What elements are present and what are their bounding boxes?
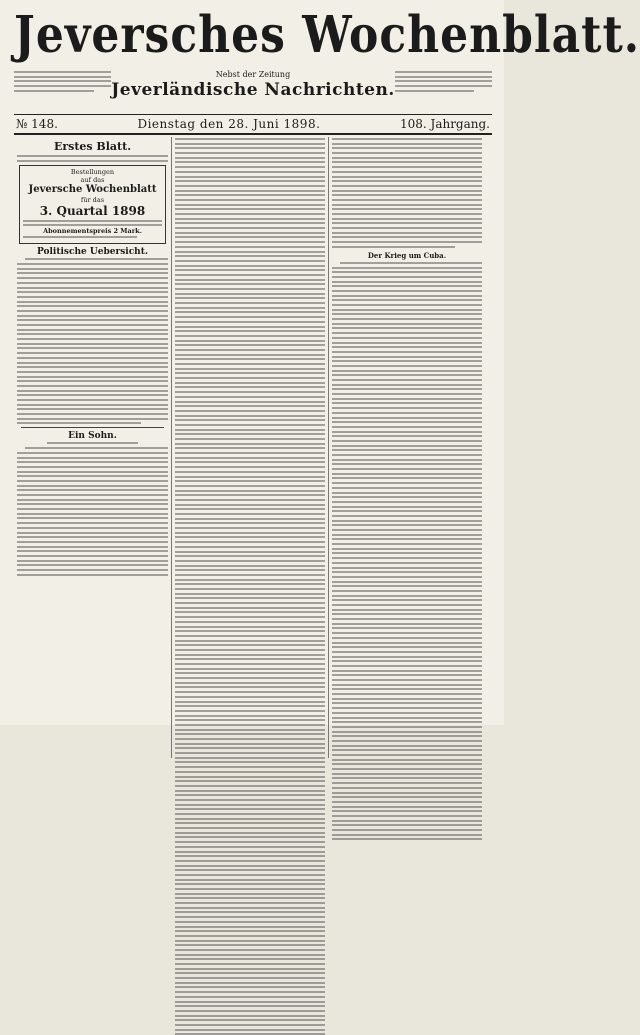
masthead-subrow (14, 70, 492, 114)
story-text (17, 442, 168, 575)
war-text (332, 262, 482, 841)
section-title: Erstes Blatt. (53, 140, 132, 153)
divider (21, 427, 164, 428)
issue-date: Dienstag den 28. Juni 1898. (137, 117, 321, 131)
politics-heading: Politische Uebersicht. (36, 247, 149, 258)
masthead-neben: Nebst der Zeitung (215, 70, 291, 79)
issue-year: 108. Jahrgang. (399, 117, 490, 131)
issue-bar (14, 115, 492, 135)
advert-info-text (395, 70, 492, 93)
column-2 (171, 137, 328, 758)
subscription-line2: auf das (80, 175, 105, 184)
column-1 (14, 137, 171, 758)
issue-number: № 148. (16, 117, 58, 131)
column-3-top-text (332, 138, 482, 248)
war-heading: Der Krieg um Cuba. (367, 250, 447, 260)
subscription-paper: Jeversche Wochenblatt (28, 183, 157, 195)
column-3 (328, 137, 485, 758)
subscription-box (19, 165, 166, 245)
publication-info-text (14, 70, 111, 93)
politics-text (17, 258, 168, 424)
subscription-line3: für das (80, 195, 105, 204)
subscription-quarter: 3. Quartal 1898 (39, 203, 146, 218)
masthead-title: Jeversches Wochenblatt. (14, 6, 640, 65)
subscription-line1: Bestellungen (70, 167, 115, 176)
masthead-center (111, 70, 395, 100)
article-columns (14, 137, 492, 758)
story-heading: Ein Sohn. (68, 431, 117, 442)
subscription-price: Abonnementspreis 2 Mark. (43, 227, 142, 236)
masthead-subtitle: Jeverländische Nachrichten. (111, 80, 395, 100)
column-2-text (175, 138, 325, 1035)
